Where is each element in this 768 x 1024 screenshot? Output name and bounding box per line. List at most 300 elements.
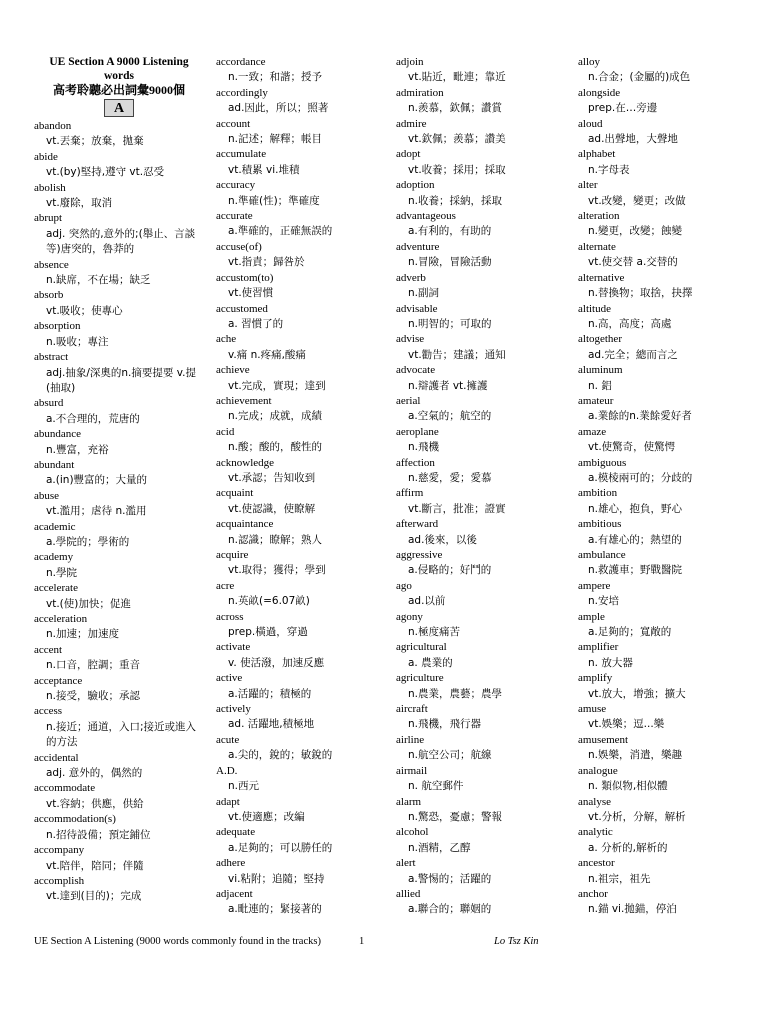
vocab-entry xyxy=(396,702,566,733)
vocab-word: agony xyxy=(396,610,423,623)
vocab-word: airline xyxy=(396,733,425,746)
vocab-definition: v. 使活潑，加速反應 xyxy=(228,656,325,669)
vocab-definition: n.接受，驗收；承認 xyxy=(46,690,140,703)
vocab-word: accurate xyxy=(216,210,253,223)
vocab-entry xyxy=(34,751,204,782)
vocab-entry xyxy=(216,332,386,363)
vocab-entry xyxy=(216,610,386,641)
vocab-entry xyxy=(578,517,758,548)
vocab-entry xyxy=(216,240,386,271)
vocab-word: abrupt xyxy=(34,212,63,225)
vocab-word: acquaintance xyxy=(216,518,274,531)
vocab-entry xyxy=(578,548,758,579)
vocab-entry xyxy=(578,86,758,117)
vocab-word: alter xyxy=(578,179,598,192)
vocab-definition: n.接近；通道，入口;接近或進入的方法 xyxy=(46,720,197,749)
vocab-definition: vt.取得；獲得；學到 xyxy=(228,564,326,577)
vocab-word: ambitious xyxy=(578,518,622,531)
vocab-entry xyxy=(396,456,566,487)
vocab-word: advise xyxy=(396,333,425,346)
vocab-definition: a.毗連的；緊接著的 xyxy=(228,903,322,916)
vocab-word: accent xyxy=(34,643,63,656)
vocab-definition: vt.濫用；虐待 n.濫用 xyxy=(46,505,147,518)
vocab-definition: n.飛機，飛行器 xyxy=(408,718,481,731)
page-number: 1 xyxy=(359,936,365,947)
vocab-entry xyxy=(216,178,386,209)
vocab-entry xyxy=(216,764,386,795)
vocab-definition: vt.丟棄；放棄，拋棄 xyxy=(46,135,144,148)
vocab-word: actively xyxy=(216,703,251,716)
vocab-definition: a.準確的，正確無誤的 xyxy=(228,225,333,238)
vocab-entry xyxy=(216,271,386,302)
vocab-definition: n.西元 xyxy=(228,780,259,793)
vocab-word: amplify xyxy=(578,672,613,685)
vocab-word: activate xyxy=(216,641,251,654)
vocab-definition: ad.完全；總而言之 xyxy=(588,348,678,361)
vocab-definition: a.有雄心的；熱望的 xyxy=(588,533,682,546)
vocab-word: achieve xyxy=(216,364,250,377)
vocab-entry xyxy=(216,302,386,333)
vocab-definition: n.極度痛苦 xyxy=(408,626,460,639)
vocab-entry xyxy=(396,764,566,795)
vocab-entry xyxy=(34,843,204,874)
vocab-entry xyxy=(578,486,758,517)
vocab-entry xyxy=(216,456,386,487)
vocab-word: ambition xyxy=(578,487,618,500)
vocab-definition: n.一致；和諧；授予 xyxy=(228,71,322,84)
vocab-definition: vt.勸告；建議；通知 xyxy=(408,348,506,361)
vocab-entry xyxy=(396,825,566,856)
vocab-definition: vt.改變，變更；改做 xyxy=(588,194,686,207)
vocab-definition: n.招待設備；預定鋪位 xyxy=(46,828,151,841)
vocab-definition: n.完成；成就，成績 xyxy=(228,410,322,423)
vocab-word: accuse(of) xyxy=(216,240,262,253)
vocab-definition: a.侵略的；好鬥的 xyxy=(408,564,492,577)
vocab-word: advisable xyxy=(396,302,438,315)
vocab-word: absurd xyxy=(34,397,64,410)
vocab-entry xyxy=(34,612,204,643)
vocab-word: academy xyxy=(34,551,74,564)
vocab-entry xyxy=(216,117,386,148)
vocab-word: acceleration xyxy=(34,613,88,625)
vocab-entry xyxy=(34,550,204,581)
vocab-word: abstract xyxy=(34,351,69,364)
vocab-entry xyxy=(216,825,386,856)
vocab-word: access xyxy=(34,705,63,718)
vocab-definition: n.航空公司；航線 xyxy=(408,749,492,762)
vocab-word: advantageous xyxy=(396,210,456,223)
vocab-definition: n.明智的；可取的 xyxy=(408,317,492,330)
title-chinese: 高考聆聽必出詞彙9000個 xyxy=(52,83,185,97)
vocab-definition: n.高，高度；高處 xyxy=(588,317,672,330)
vocab-word: affection xyxy=(396,456,435,469)
vocab-entry xyxy=(216,425,386,456)
vocab-definition: vt.廢除，取消 xyxy=(46,197,113,210)
vocab-word: accommodate xyxy=(34,782,96,795)
vocab-definition: n.娛樂，消遣，樂趣 xyxy=(588,749,682,762)
vocab-entry xyxy=(216,640,386,671)
vocab-entry xyxy=(396,86,566,117)
vocab-word: acquire xyxy=(216,549,249,561)
vocab-entry xyxy=(34,458,204,489)
vocab-entry xyxy=(578,702,758,733)
vocab-entry xyxy=(396,240,566,271)
vocab-word: accompany xyxy=(34,844,85,857)
vocab-word: ampere xyxy=(578,579,611,592)
vocab-definition: n.救護車；野戰醫院 xyxy=(588,564,682,577)
vocab-word: ambulance xyxy=(578,549,626,561)
vocab-word: active xyxy=(216,672,243,685)
vocab-entry xyxy=(396,579,566,610)
vocab-definition: n.辯護者 vt.擁護 xyxy=(408,379,488,392)
vocab-definition: n.豐富，充裕 xyxy=(46,443,109,456)
vocab-definition: adj. 意外的，偶然的 xyxy=(46,767,143,780)
vocab-definition: n.祖宗，祖先 xyxy=(588,872,651,885)
vocab-word: adverb xyxy=(396,271,426,284)
vocab-entry xyxy=(578,332,758,363)
vocab-definition: n.口音，腔調；重音 xyxy=(46,659,140,672)
vocab-definition: n.羨慕，欽佩；讚賞 xyxy=(408,102,502,115)
vocab-entry xyxy=(396,209,566,240)
vocab-word: account xyxy=(216,117,251,130)
vocab-definition: n.飛機 xyxy=(408,441,439,454)
column-4 xyxy=(578,55,758,918)
vocab-definition: a. 農業的 xyxy=(408,656,453,669)
vocab-definition: vt.(by)堅持,遵守 vt.忍受 xyxy=(46,166,165,179)
vocab-definition: n.認識；瞭解；熟人 xyxy=(228,533,322,546)
vocab-word: abide xyxy=(34,150,58,163)
vocab-word: acid xyxy=(216,425,235,438)
vocab-definition: n. 放大器 xyxy=(588,656,633,669)
vocab-entry xyxy=(396,671,566,702)
vocab-entry xyxy=(396,394,566,425)
vocab-word: abandon xyxy=(34,120,72,132)
vocab-definition: v.痛 n.疼痛,酸痛 xyxy=(228,348,306,361)
vocab-definition: adj.抽象/深奧的n.摘要提要 v.提(抽取) xyxy=(46,366,196,394)
vocab-definition: prep.橫過，穿過 xyxy=(228,626,308,639)
vocab-entry xyxy=(216,209,386,240)
vocab-definition: vt.分析，分解，解析 xyxy=(588,810,686,823)
vocab-definition: n.替換物；取捨，抉擇 xyxy=(588,287,693,300)
vocab-definition: n.驚恐，憂慮；警報 xyxy=(408,810,502,823)
vocab-entry xyxy=(216,363,386,394)
vocab-definition: vt.欽佩；羨慕；讚美 xyxy=(408,133,506,146)
vocab-entry xyxy=(578,456,758,487)
vocab-definition: n.準確(性)；準確度 xyxy=(228,194,320,207)
vocab-word: airmail xyxy=(396,764,428,777)
vocab-word: accustom(to) xyxy=(216,271,274,284)
vocab-entry xyxy=(578,825,758,856)
vocab-entry xyxy=(396,795,566,826)
vocab-definition: vt.斷言，批准；證實 xyxy=(408,502,506,515)
vocab-definition: a.警惕的；活躍的 xyxy=(408,872,492,885)
vocab-word: ache xyxy=(216,333,237,346)
vocab-entry xyxy=(216,548,386,579)
vocab-definition: ad.後來，以後 xyxy=(408,533,477,546)
vocab-definition: n.副詞 xyxy=(408,287,439,300)
vocab-entry xyxy=(578,271,758,302)
document-header xyxy=(34,55,204,117)
vocab-entry xyxy=(578,240,758,271)
vocab-word: adapt xyxy=(216,795,240,808)
title-english: UE Section A 9000 Listening words xyxy=(49,56,189,82)
vocab-word: acceptance xyxy=(34,674,83,687)
section-letter-badge: A xyxy=(104,99,134,117)
vocab-entry xyxy=(578,671,758,702)
vocab-definition: n.慈愛，愛；愛慕 xyxy=(408,471,492,484)
vocab-entry xyxy=(216,486,386,517)
vocab-entry xyxy=(578,117,758,148)
vocab-entry xyxy=(34,150,204,181)
vocab-definition: a.(in)豐富的；大量的 xyxy=(46,474,148,487)
vocab-word: altogether xyxy=(578,333,622,346)
vocab-entry xyxy=(216,856,386,887)
vocab-word: aloud xyxy=(578,117,603,130)
vocab-word: accordance xyxy=(216,56,266,68)
vocab-definition: a.足夠的；寬敞的 xyxy=(588,626,672,639)
vocab-entry xyxy=(216,795,386,826)
vocab-entry xyxy=(34,704,204,750)
vocab-definition: vi.粘附；追隨；堅持 xyxy=(228,872,325,885)
entry-list xyxy=(216,55,386,918)
vocab-definition: n.英畝(=6.07畝) xyxy=(228,595,310,608)
vocab-word: alloy xyxy=(578,56,600,68)
vocab-entry xyxy=(216,579,386,610)
vocab-word: affirm xyxy=(396,487,424,500)
vocab-entry xyxy=(396,147,566,178)
vocab-definition: vt.達到(目的)；完成 xyxy=(46,890,142,903)
vocab-word: accuracy xyxy=(216,179,256,192)
vocab-entry xyxy=(34,674,204,705)
vocab-definition: vt.承認；告知收到 xyxy=(228,471,316,484)
vocab-word: analytic xyxy=(578,826,613,839)
vocab-word: amuse xyxy=(578,703,607,716)
vocab-word: agricultural xyxy=(396,641,447,654)
vocab-word: accommodation(s) xyxy=(34,813,116,826)
vocab-definition: n.學院 xyxy=(46,566,77,579)
vocab-word: adequate xyxy=(216,826,256,839)
vocab-definition: a.足夠的；可以勝任的 xyxy=(228,841,333,854)
vocab-word: academic xyxy=(34,520,76,533)
vocab-word: aeroplane xyxy=(396,425,439,438)
vocab-entry xyxy=(396,517,566,548)
vocab-definition: vt.(使)加快；促進 xyxy=(46,597,131,610)
vocab-word: across xyxy=(216,610,244,623)
vocab-entry xyxy=(578,209,758,240)
vocab-definition: n. 航空郵件 xyxy=(408,780,464,793)
vocab-word: alcohol xyxy=(396,826,429,839)
vocab-entry xyxy=(216,671,386,702)
vocab-entry xyxy=(34,874,204,905)
vocab-entry xyxy=(34,211,204,257)
vocab-definition: n.字母表 xyxy=(588,163,630,176)
vocab-word: analogue xyxy=(578,764,618,777)
vocab-entry xyxy=(216,55,386,86)
vocab-word: acknowledge xyxy=(216,456,275,469)
vocab-word: admire xyxy=(396,117,427,130)
vocab-word: amusement xyxy=(578,733,629,746)
vocab-entry xyxy=(578,178,758,209)
vocab-entry xyxy=(216,733,386,764)
vocab-word: accelerate xyxy=(34,582,78,595)
vocab-word: anchor xyxy=(578,887,608,900)
vocab-entry xyxy=(34,181,204,212)
vocab-entry xyxy=(396,55,566,86)
vocab-definition: a. 分析的,解析的 xyxy=(588,841,668,854)
vocab-word: alternate xyxy=(578,240,616,253)
vocab-definition: vt.陪伴，陪同；伴隨 xyxy=(46,859,144,872)
vocab-definition: a.業餘的n.業餘愛好者 xyxy=(588,410,692,423)
vocab-entry xyxy=(578,425,758,456)
vocab-entry xyxy=(396,117,566,148)
vocab-word: ample xyxy=(578,610,605,623)
vocab-word: accustomed xyxy=(216,302,268,315)
vocab-word: aerial xyxy=(396,394,421,407)
vocab-word: abundance xyxy=(34,428,82,441)
vocab-word: abolish xyxy=(34,181,66,194)
vocab-word: aluminum xyxy=(578,364,623,377)
vocab-definition: n.合金；(金屬的)成色 xyxy=(588,71,691,84)
vocab-entry xyxy=(34,258,204,289)
vocab-entry xyxy=(34,581,204,612)
vocab-definition: vt.使適應；改編 xyxy=(228,810,305,823)
vocab-entry xyxy=(578,887,758,918)
vocab-entry xyxy=(396,425,566,456)
vocab-entry xyxy=(396,486,566,517)
vocab-entry xyxy=(396,178,566,209)
vocab-word: adopt xyxy=(396,148,421,161)
entry-list xyxy=(396,55,566,918)
vocab-definition: n.冒險，冒險活動 xyxy=(408,256,492,269)
vocab-word: alteration xyxy=(578,210,620,223)
vocab-definition: n.雄心，抱負，野心 xyxy=(588,502,682,515)
vocab-word: A.D. xyxy=(216,764,238,777)
vocab-word: alarm xyxy=(396,795,422,808)
vocab-definition: adj. 突然的,意外的;(舉止、言談等)唐突的，魯莽的 xyxy=(46,227,196,256)
vocab-entry xyxy=(396,332,566,363)
vocab-word: acute xyxy=(216,733,240,746)
vocab-word: aggressive xyxy=(396,549,443,561)
vocab-entry xyxy=(396,610,566,641)
vocab-definition: n.安培 xyxy=(588,595,619,608)
vocab-word: alongside xyxy=(578,86,621,99)
vocab-entry xyxy=(34,643,204,674)
vocab-entry xyxy=(34,427,204,458)
vocab-definition: vt.容納；供應，供給 xyxy=(46,797,144,810)
vocab-entry xyxy=(396,302,566,333)
vocab-word: alert xyxy=(396,857,416,870)
vocab-definition: vt.使認識，使瞭解 xyxy=(228,502,316,515)
vocab-word: adhere xyxy=(216,857,246,870)
footer-author: Lo Tsz Kin xyxy=(494,936,539,947)
vocab-definition: a.學院的；學術的 xyxy=(46,535,130,548)
vocab-word: afterward xyxy=(396,518,439,531)
vocab-definition: a.聯合的；聯姻的 xyxy=(408,903,492,916)
vocab-entry xyxy=(34,319,204,350)
vocab-definition: a.不合理的，荒唐的 xyxy=(46,412,140,425)
vocab-entry xyxy=(578,795,758,826)
vocab-entry xyxy=(396,271,566,302)
vocab-entry xyxy=(578,394,758,425)
vocab-word: ago xyxy=(396,579,412,592)
vocab-definition: a.活躍的；積極的 xyxy=(228,687,312,700)
vocab-entry xyxy=(578,764,758,795)
vocab-definition: prep.在…旁邊 xyxy=(588,102,658,115)
vocab-entry xyxy=(396,887,566,918)
vocab-definition: ad.出聲地，大聲地 xyxy=(588,133,678,146)
vocab-entry xyxy=(578,733,758,764)
vocab-entry xyxy=(34,396,204,427)
vocab-word: accidental xyxy=(34,751,79,764)
vocab-definition: n.酸；酸的，酸性的 xyxy=(228,441,322,454)
column-3 xyxy=(396,55,566,918)
vocab-definition: n.加速；加速度 xyxy=(46,628,119,641)
vocab-word: allied xyxy=(396,887,421,900)
entry-list xyxy=(578,55,758,918)
vocab-entry xyxy=(34,119,204,150)
vocab-word: adjoin xyxy=(396,56,424,68)
vocab-entry xyxy=(578,363,758,394)
vocab-word: absorption xyxy=(34,320,81,333)
vocab-word: accordingly xyxy=(216,86,268,99)
vocab-entry xyxy=(578,55,758,86)
vocab-definition: vt.使交替 a.交替的 xyxy=(588,256,678,269)
vocab-word: admiration xyxy=(396,86,444,99)
vocab-word: alternative xyxy=(578,271,625,284)
vocab-word: acre xyxy=(216,579,235,592)
vocab-entry xyxy=(396,548,566,579)
vocab-word: alphabet xyxy=(578,148,616,161)
vocab-entry xyxy=(34,781,204,812)
vocab-definition: a. 習慣了的 xyxy=(228,317,284,330)
vocab-definition: ad.以前 xyxy=(408,595,446,608)
vocab-entry xyxy=(578,302,758,333)
vocab-word: adjacent xyxy=(216,887,253,900)
vocab-definition: n. 鋁 xyxy=(588,379,612,392)
vocab-entry xyxy=(578,147,758,178)
entry-list xyxy=(34,119,204,905)
vocab-word: amplifier xyxy=(578,641,619,654)
vocab-entry xyxy=(34,288,204,319)
vocab-definition: n.記述；解釋；帳目 xyxy=(228,133,322,146)
vocab-entry xyxy=(34,812,204,843)
vocab-definition: vt.完成，實現；達到 xyxy=(228,379,326,392)
vocab-word: aircraft xyxy=(396,703,428,716)
vocab-word: ancestor xyxy=(578,857,615,870)
vocab-definition: vt.娛樂；逗...樂 xyxy=(588,718,665,731)
vocab-word: abundant xyxy=(34,458,75,471)
vocab-definition: vt.指責；歸咎於 xyxy=(228,256,305,269)
column-2 xyxy=(216,55,386,918)
vocab-entry xyxy=(216,394,386,425)
vocab-definition: vt.放大，增強；擴大 xyxy=(588,687,686,700)
vocab-word: achievement xyxy=(216,394,272,407)
vocab-definition: vt.收養；採用；採取 xyxy=(408,163,506,176)
vocab-word: altitude xyxy=(578,302,611,315)
vocab-word: accomplish xyxy=(34,874,85,887)
vocab-definition: ad.因此，所以；照著 xyxy=(228,102,329,115)
vocab-definition: a.模棱兩可的；分歧的 xyxy=(588,471,693,484)
vocab-definition: ad. 活躍地,積極地 xyxy=(228,718,315,731)
vocab-entry xyxy=(216,147,386,178)
vocab-definition: n.缺席，不在場；缺乏 xyxy=(46,274,151,287)
vocab-definition: n.酒精，乙醇 xyxy=(408,841,471,854)
vocab-word: advocate xyxy=(396,364,436,377)
vocab-word: acquaint xyxy=(216,487,254,500)
vocab-entry xyxy=(216,887,386,918)
vocab-entry xyxy=(578,856,758,887)
vocab-entry xyxy=(396,363,566,394)
